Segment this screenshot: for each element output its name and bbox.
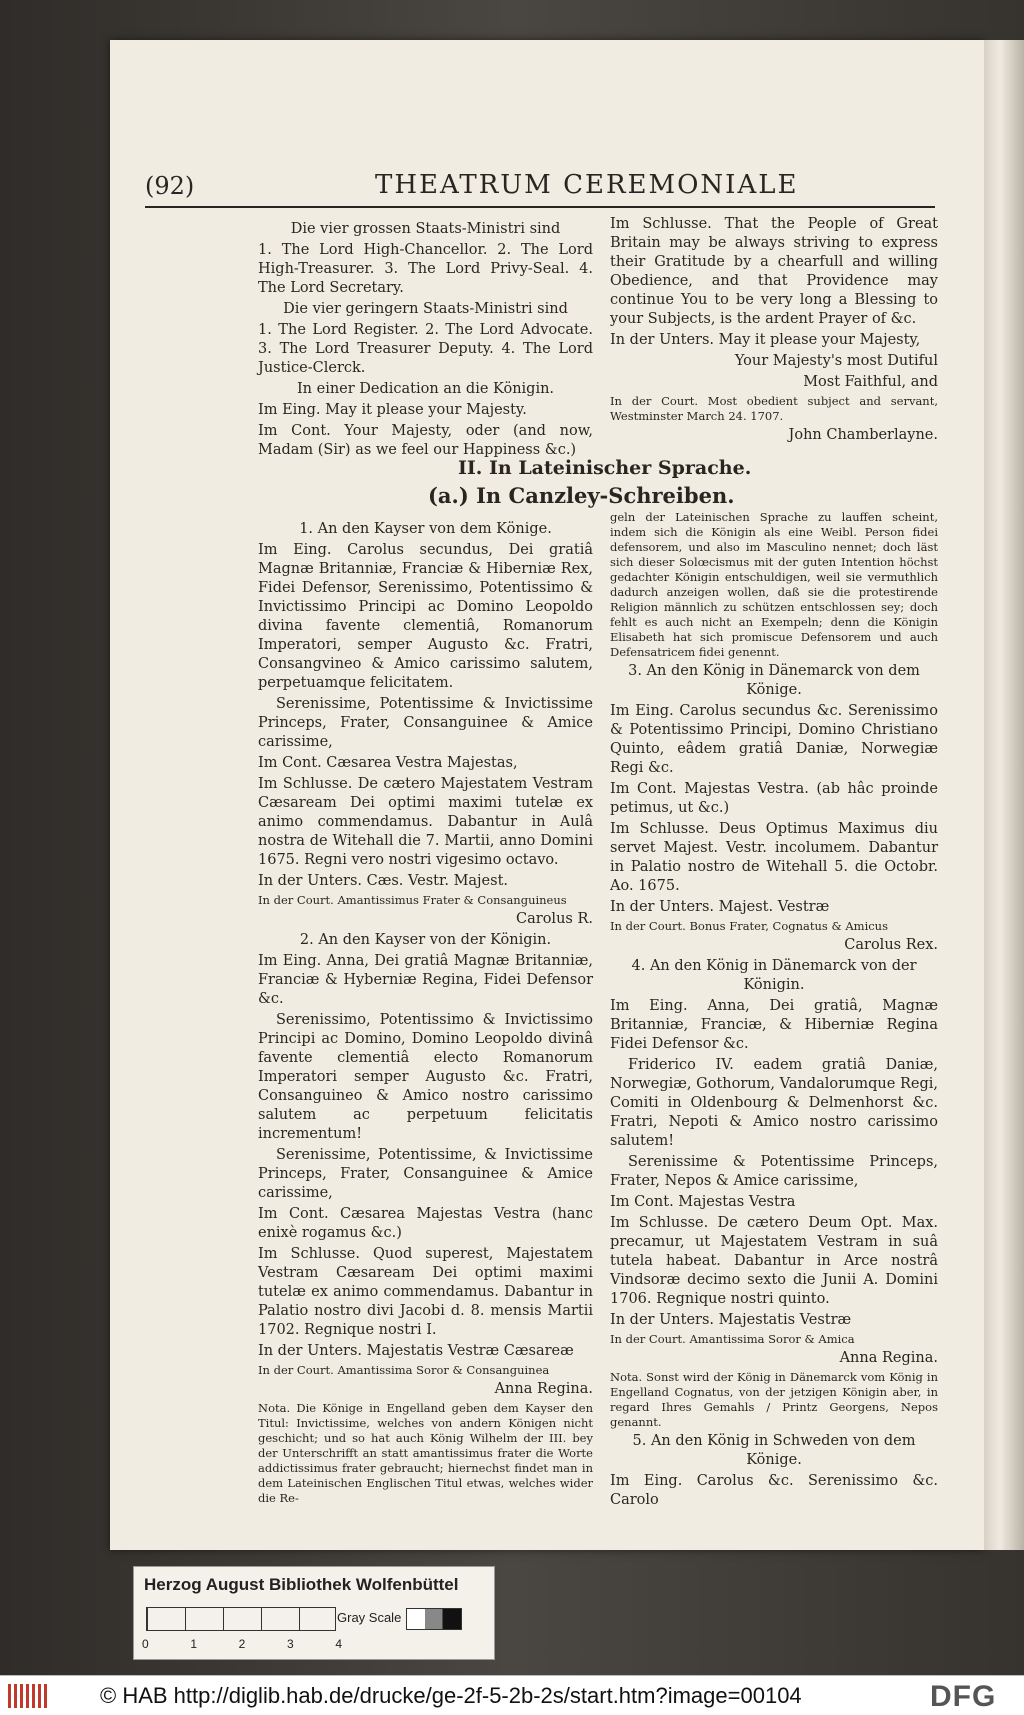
text-paragraph: Your Majesty's most Dutiful: [734, 353, 938, 369]
text-paragraph: In der Court. Bonus Frater, Cognatus & Amicus: [610, 919, 888, 933]
text-paragraph: Im Schlusse. De cætero Majestatem Vestram Cæsaream Dei optimi maximi tutelæ ex animo commendamus. Dabantur in Aulâ nostra de Witehall die 7. Martii, anno Domini 1675. Regni vero nostri vigesimo octavo.: [258, 776, 593, 868]
text-paragraph: Friderico IV. eadem gratiâ Daniæ, Norwegiæ, Gothorum, Vandalorumque Regi, Comiti in Oldenbourg & Delmenhorst &c. Fratri, Nepoti & Amico nostro carissimo salutem!: [610, 1057, 938, 1149]
text-paragraph: Anna Regina.: [839, 1350, 938, 1366]
text-paragraph: Serenissime, Potentissime, & Invictissime Princeps, Frater, Consanguinee & Amice carissime,: [258, 1147, 593, 1201]
scale-numbers: [142, 1637, 342, 1651]
text-paragraph: 1. An den Kayser von dem Könige.: [299, 521, 552, 537]
scale-number: 0: [142, 1637, 149, 1651]
scale-number: 3: [286, 1637, 294, 1651]
scale-panel: [133, 1566, 495, 1660]
text-paragraph: In der Unters. Cæs. Vestr. Majest.: [258, 873, 509, 889]
text-paragraph: In der Court. Amantissima Soror & Amica: [610, 1332, 855, 1346]
scale-ruler: [146, 1607, 336, 1631]
text-paragraph: In einer Dedication an die Königin.: [296, 381, 555, 397]
text-paragraph: Die vier grossen Staats-Ministri sind: [290, 221, 561, 237]
text-paragraph: In der Unters. May it please your Majesty,: [610, 332, 921, 348]
gray-scale-swatch: [406, 1608, 462, 1630]
text-paragraph: Im Schlusse. Quod superest, Majestatem Vestram Cæsaream Dei optimi maximi tutelæ ex animo commendamus. Dabantur in Palatio nostro divi Jacobi d. 8. mensis Martii 1702. Regnique nostri I.: [258, 1246, 593, 1338]
text-paragraph: Die vier geringern Staats-Ministri sind: [283, 301, 568, 317]
text-paragraph: In der Unters. Majest. Vestræ: [610, 899, 830, 915]
text-paragraph: John Chamberlayne.: [788, 427, 938, 443]
barcode-icon: [8, 1684, 50, 1708]
left-column-top: [258, 220, 593, 462]
head-rule: [145, 206, 935, 208]
text-paragraph: In der Unters. Majestatis Vestræ Cæsareæ: [258, 1343, 574, 1359]
text-paragraph: Im Schlusse. That the People of Great Britain may be always striving to express their Gratitude by a chearfull and willing Obedience, and that Providence may continue You to be very long a Blessing to your Subjects, is the ardent Prayer of &c.: [610, 216, 938, 327]
text-paragraph: Im Cont. Majestas Vestra. (ab hâc proinde petimus, ut &c.): [610, 781, 938, 816]
text-paragraph: Serenissime & Potentissime Princeps, Frater, Nepos & Amice carissime,: [610, 1154, 938, 1189]
text-paragraph: 5. An den König in Schweden von dem Könige.: [632, 1433, 916, 1468]
text-paragraph: Serenissimo, Potentissimo & Invictissimo Principi ac Domino, Domino Leopoldo divinâ favente clementiâ electo Romanorum Imperatori semper Augusto &c. Fratri, Consanguineo & Amico nostro carissimo salutem ac perpetuum felicitatis incrementum!: [258, 1012, 593, 1142]
text-paragraph: 1. The Lord Register. 2. The Lord Advocate. 3. The Lord Treasurer Deputy. 4. The Lord Justice-Clerck.: [258, 322, 593, 376]
library-name: Herzog August Bibliothek Wolfenbüttel: [144, 1575, 459, 1594]
gray-scale-label: Gray Scale: [337, 1610, 402, 1625]
running-head: [145, 170, 935, 206]
right-column-top: [610, 215, 938, 447]
text-paragraph: In der Unters. Majestatis Vestræ: [610, 1312, 852, 1328]
text-paragraph: 1. The Lord High-Chancellor. 2. The Lord High-Treasurer. 3. The Lord Privy-Seal. 4. The Lord Secretary.: [258, 242, 593, 296]
running-title: THEATRUM CEREMONIALE: [375, 170, 799, 200]
section-heading: [258, 455, 938, 511]
text-paragraph: Anna Regina.: [494, 1381, 593, 1397]
bottom-bar: [0, 1675, 1024, 1715]
page-number: (92): [145, 172, 195, 200]
scale-number: 1: [190, 1637, 198, 1651]
text-paragraph: Carolus R.: [516, 911, 593, 927]
text-paragraph: Im Cont. Cæsarea Vestra Majestas,: [258, 755, 518, 771]
text-paragraph: 4. An den König in Dänemarck von der Königin.: [631, 958, 917, 993]
text-paragraph: Serenissime, Potentissime & Invictissime Princeps, Frater, Consanguinee & Amice carissime,: [258, 696, 593, 750]
text-paragraph: Im Eing. Carolus &c. Serenissimo &c. Carolo: [610, 1473, 938, 1508]
text-paragraph: Im Eing. Carolus secundus, Dei gratiâ Magnæ Britanniæ, Franciæ & Hiberniæ Rex, Fidei Defensor, Serenissimo, Potentissimo & Invictissimo Principi ac Domino Leopoldo divina favente clementiâ, Romanorum Imperatori, semper Augusto &c. Fratri, Consangvineo & Amico carissimo salutem, perpetuamque felicitatem.: [258, 542, 593, 691]
text-paragraph: 3. An den König in Dänemarck von dem Könige.: [628, 663, 920, 698]
page-edge: [984, 40, 1024, 1550]
text-paragraph: Im Schlusse. Deus Optimus Maximus diu servet Majest. Vestr. incolumem. Dabantur in Palatio nostro de Witehall 5. die Octobr. Ao. 1675.: [610, 821, 938, 894]
text-paragraph: Im Cont. Majestas Vestra: [610, 1194, 796, 1210]
text-paragraph: In der Court. Amantissimus Frater & Consanguineus: [258, 893, 567, 907]
text-paragraph: In der Court. Amantissima Soror & Consanguinea: [258, 1363, 550, 1377]
section-heading-language: II. In Lateinischer Sprache.: [458, 457, 752, 479]
text-paragraph: Im Eing. Anna, Dei gratiâ Magnæ Britanniæ, Franciæ & Hyberniæ Regina, Fidei Defensor &c.: [258, 953, 593, 1007]
scale-number: 2: [238, 1637, 246, 1651]
text-paragraph: Im Cont. Your Majesty, oder (and now, Madam (Sir) as we feel our Happiness &c.): [258, 423, 593, 458]
text-paragraph: Im Cont. Cæsarea Majestas Vestra (hanc enixè rogamus &c.): [258, 1206, 593, 1241]
text-paragraph: Im Eing. Carolus secundus &c. Serenissimo & Potentissimo Principi, Domino Christiano Quinto, eâdem gratiâ Daniæ, Norwegiæ Regi &c.: [610, 703, 938, 776]
left-column-main: [258, 520, 593, 1508]
text-paragraph: 2. An den Kayser von der Königin.: [299, 932, 552, 948]
text-paragraph: Im Eing. Anna, Dei gratiâ, Magnæ Britanniæ, Franciæ, & Hiberniæ Regina Fidei Defensor &c.: [610, 998, 938, 1052]
text-paragraph: Im Eing. May it please your Majesty.: [258, 402, 527, 418]
text-paragraph: geln der Lateinischen Sprache zu lauffen scheint, indem sich die Königin als eine Weibl. Person fidei defensorem, und also im Masculino nennet; doch läst sich dieser Solœcismus mit der guten Intention höchst gedachter Königin entschuldigen, weil sie vermuthlich dadurch anzeigen wollen, daß sie die protestirende Religion männlich zu schützen entschlossen sey; doch fehlt es auch nicht an Exempeln; denn die Königin Elisabeth hat sich promiscue Defensorem und auch Defensatricem fidei genennt.: [610, 510, 938, 659]
right-column-main: [610, 510, 938, 1512]
section-heading-chancery: (a.) In Canzley-Schreiben.: [428, 483, 735, 508]
text-paragraph: Most Faithful, and: [803, 374, 938, 390]
scale-number: 4: [335, 1637, 342, 1651]
text-paragraph: Im Schlusse. De cætero Deum Opt. Max. precamur, ut Majestatem Vestram in suâ tutela habeat. Dabantur in Arce nostrâ Vindsoræ decimo sexto die Junii A. Domini 1706. Regnique nostri quinto.: [610, 1215, 938, 1307]
text-paragraph: Nota. Die Könige in Engelland geben dem Kayser den Titul: Invictissime, welches von andern Königen nicht geschicht; und so hat auch König Wilhelm der III. bey der Unterschrifft an statt amantissimus frater die Worte addictissimus frater gebraucht; hiernechst findet man in dem Lateinischen Englischen Titul etwas, welches wider die Re-: [258, 1401, 593, 1505]
dfg-logo: DFG: [930, 1680, 997, 1713]
copyright-link[interactable]: © HAB http://diglib.hab.de/drucke/ge-2f-5-2b-2s/start.htm?image=00104: [100, 1683, 802, 1708]
text-paragraph: In der Court. Most obedient subject and servant, Westminster March 24. 1707.: [610, 394, 938, 423]
text-paragraph: Carolus Rex.: [844, 937, 938, 953]
text-paragraph: Nota. Sonst wird der König in Dänemarck vom König in Engelland Cognatus, von der jetzigen Königin aber, in regard Ihres Gemahls / Printz Georgens, Nepos genannt.: [610, 1370, 938, 1429]
